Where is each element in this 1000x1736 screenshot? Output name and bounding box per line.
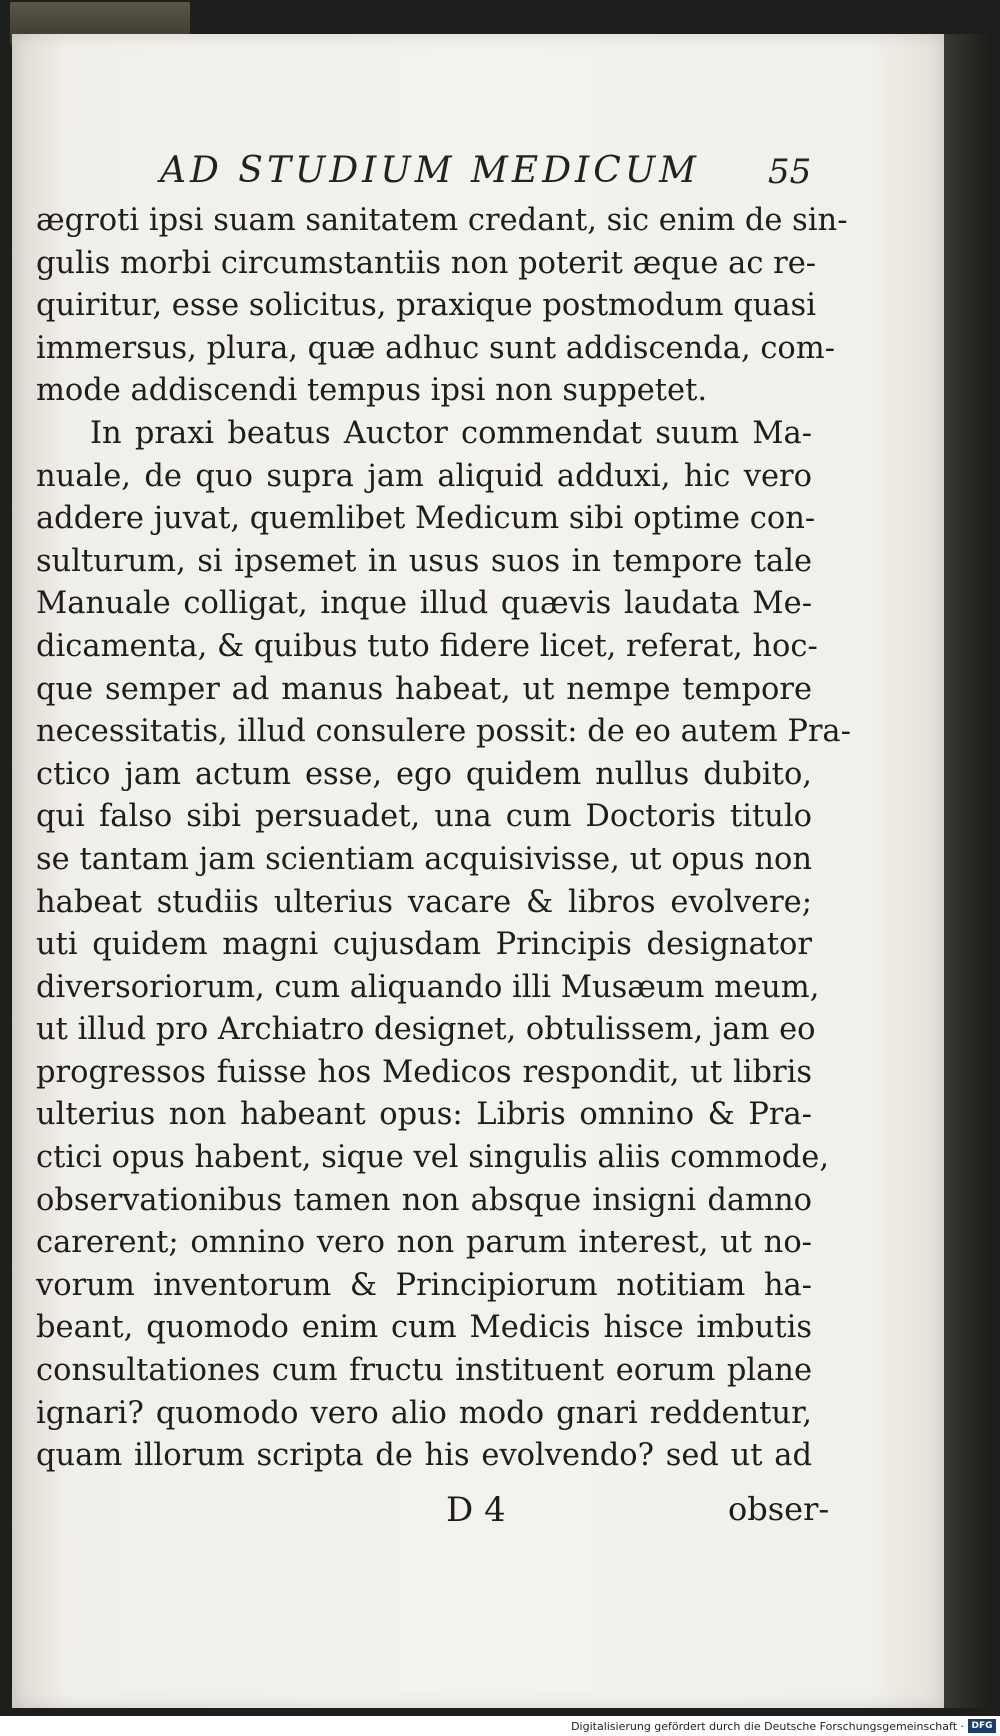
text-line: Manuale colligat, inque illud quævis laudata Me- [36, 586, 812, 622]
text-line: diversoriorum, cum aliquando illi Musæum meum, [36, 969, 820, 1005]
page-number: 55 [768, 152, 812, 192]
dfg-logo-icon: DFG [968, 1719, 996, 1733]
running-title: AD STUDIUM MEDICUM [160, 150, 701, 191]
text-line: carerent; omnino vero non parum interest, ut no- [36, 1225, 812, 1261]
text-line: habeat studiis ulterius vacare & libros evolvere; [36, 884, 812, 920]
text-line: mode addiscendi tempus ipsi non suppetet. [36, 373, 708, 409]
text-line: In praxi beatus Auctor commendat suum Ma- [90, 415, 812, 451]
text-line: quiritur, esse solicitus, praxique postmodum quasi [36, 288, 816, 324]
text-line: quam illorum scripta de his evolvendo? sed ut ad [36, 1438, 812, 1474]
page-edge-shadow [944, 34, 992, 1708]
page-header [150, 150, 810, 200]
text-line: ulterius non habeant opus: Libris omnino & Pra- [36, 1097, 812, 1133]
text-line: beant, quomodo enim cum Medicis hisce imbutis [36, 1310, 812, 1346]
signature-mark: D 4 [446, 1490, 506, 1530]
text-line: ut illud pro Archiatro designet, obtulissem, jam eo [36, 1012, 816, 1048]
body-text [36, 200, 851, 1478]
text-line: ægroti ipsi suam sanitatem credant, sic enim de sin- [36, 203, 848, 238]
text-line: qui falso sibi persuadet, una cum Doctoris titulo [36, 799, 812, 835]
text-line: sulturum, si ipsemet in usus suos in tempore tale [36, 543, 812, 579]
text-line: consultationes cum fructu instituent eorum plane [36, 1353, 812, 1389]
text-line: se tantam jam scientiam acquisivisse, ut opus non [36, 841, 812, 877]
text-line: dicamenta, & quibus tuto fidere licet, referat, hoc- [36, 628, 818, 664]
text-line: uti quidem magni cujusdam Principis designator [36, 927, 812, 963]
funding-credit: Digitalisierung gefördert durch die Deutsche Forschungsgemeinschaft · [571, 1720, 964, 1733]
text-line: ctico jam actum esse, ego quidem nullus dubito, [36, 756, 812, 792]
catchword: obser- [728, 1490, 830, 1528]
text-line: observationibus tamen non absque insigni damno [36, 1182, 812, 1218]
text-line: addere juvat, quemlibet Medicum sibi optime con- [36, 501, 816, 537]
text-line: ctici opus habent, sique vel singulis aliis commode, [36, 1140, 830, 1176]
text-line: progressos fuisse hos Medicos respondit, ut libris [36, 1054, 812, 1090]
text-line: ignari? quomodo vero alio modo gnari reddentur, [36, 1395, 812, 1431]
text-line: necessitatis, illud consulere possit: de eo autem Pra- [36, 714, 851, 750]
text-line: que semper ad manus habeat, ut nempe tempore [36, 671, 812, 707]
text-line: nuale, de quo supra jam aliquid adduxi, hic vero [36, 458, 812, 494]
text-line: vorum inventorum & Principiorum notitiam ha- [36, 1267, 812, 1303]
text-line: immersus, plura, quæ adhuc sunt addiscenda, com- [36, 330, 836, 366]
text-line: gulis morbi circumstantiis non poterit æque ac re- [36, 245, 817, 281]
